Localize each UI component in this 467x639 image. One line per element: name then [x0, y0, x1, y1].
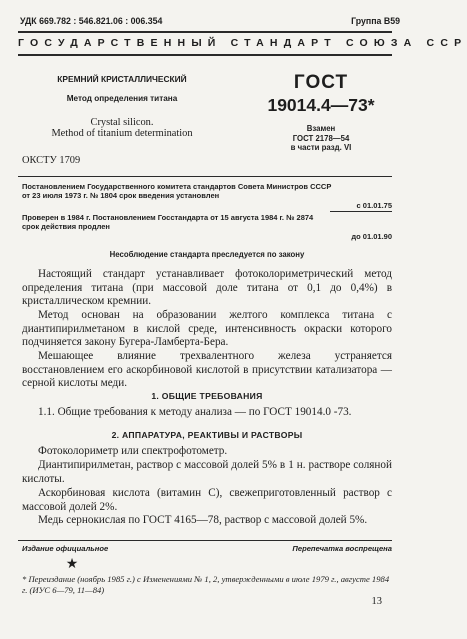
decree-line2: от 23 июля 1973 г. № 1804 срок введения установлен [22, 191, 220, 200]
udk-code: УДК 669.782 : 546.821.06 : 006.354 [20, 16, 163, 26]
law-notice: Несоблюдение стандарта преследуется по закону [109, 250, 305, 259]
okstu-code: ОКСТУ 1709 [22, 155, 81, 166]
paragraph-scope: Настоящий стандарт устанавливает фотоколориметрический метод определения титана (при массовой доле титана от 0,1 до 0,4%) в кристаллическом кремнии. [22, 268, 392, 308]
en-title [22, 117, 222, 139]
decree-line3: Проверен в 1984 г. Постановлением Госстандарта от 15 августа 1984 г. № 2874 [22, 213, 314, 222]
state-standard-banner: ГОСУДАРСТВЕННЫЙ СТАНДАРТ СОЮЗА ССР [18, 37, 467, 49]
decree-rule [18, 176, 392, 177]
section-2-title: 2. АППАРАТУРА, РЕАКТИВЫ И РАСТВОРЫ [111, 430, 303, 440]
decree-line4: срок действия продлен [22, 222, 110, 231]
paragraph-method: Метод основан на образовании желтого комплекса титана с диантипирилметаном в кислой среде, интенсивность окраски которого подчиняется закону Бугера-Ламберта-Бера. [22, 309, 392, 349]
page-number: 13 [371, 596, 382, 607]
replaces-line1: Взамен [306, 124, 336, 133]
header-rule-bottom [18, 54, 392, 56]
item-copper-sulfate: Медь сернокислая по ГОСТ 4165—78, раствор с массовой долей 5%. [38, 514, 368, 526]
paragraph-interference: Мешающее влияние трехвалентного железа устраняется восстановлением его аскорбиновой кислотой в присутствии катализатора — серной кислоты меди. [22, 350, 392, 390]
replaces-line2: ГОСТ 2178—54 [292, 133, 350, 143]
section-1-text: 1.1. Общие требования к методу анализа — по ГОСТ 19014.0 -73. [38, 406, 352, 418]
section-1-title: 1. ОБЩИЕ ТРЕБОВАНИЯ [151, 391, 263, 401]
item-photometer: Фотоколориметр или спектрофотометр. [38, 445, 228, 457]
item-diantipyrylmethane: Диантипирилметан, раствор с массовой долей 5% в 1 н. растворе соляной кислоты. [22, 459, 392, 485]
date-start-underline [330, 211, 392, 212]
replaces-line3: в части разд. VI [290, 143, 352, 153]
footer-rule [18, 540, 392, 541]
en-title-line1: Crystal silicon. [90, 117, 154, 128]
en-title-line2: Method of titanium determination [51, 128, 193, 139]
star-icon: ★ [65, 557, 79, 572]
gost-label: ГОСТ [293, 72, 349, 93]
gost-number: 19014.4—73* [267, 95, 375, 115]
header-rule-top [18, 31, 392, 33]
replaces-block [256, 124, 386, 153]
ru-title: КРЕМНИЙ КРИСТАЛЛИЧЕСКИЙ [57, 74, 187, 84]
group-code: Группа В59 [351, 16, 400, 26]
decree-line1: Постановлением Государственного комитета стандартов Совета Министров СССР [22, 182, 332, 191]
ru-subtitle: Метод определения титана [66, 94, 178, 103]
official-edition: Издание официальное [22, 544, 109, 553]
decree-date-start: с 01.01.75 [356, 201, 392, 210]
reissue-note: * Переиздание (ноябрь 1985 г.) с Изменениями № 1, 2, утвержденными в июле 1979 г., августе 1984 г. (ИУС 6—79, 11—84) [22, 574, 390, 595]
reprint-prohibited: Перепечатка воспрещена [292, 544, 392, 553]
item-ascorbic-acid: Аскорбиновая кислота (витамин С), свежеприготовленный раствор с массовой долей 2%. [22, 487, 392, 513]
decree-date-end: до 01.01.90 [351, 232, 392, 241]
